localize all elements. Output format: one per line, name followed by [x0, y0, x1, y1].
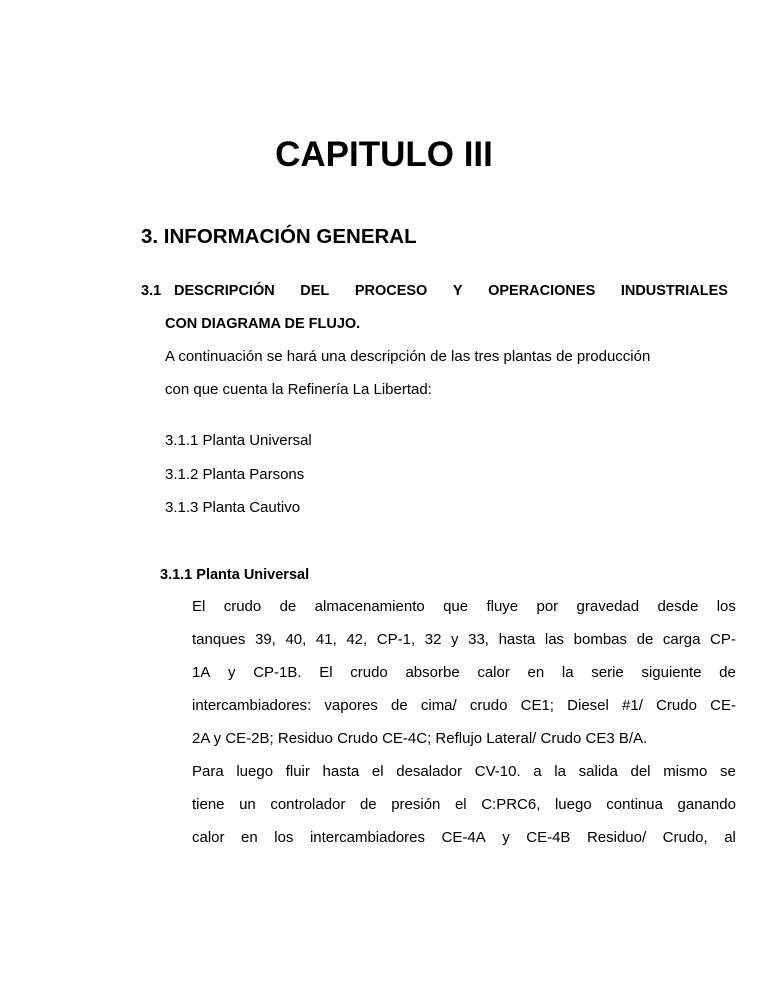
body-line [192, 697, 736, 714]
intro-paragraph-line: con que cuenta la Refinería La Libertad: [165, 381, 432, 398]
word: de [279, 598, 297, 615]
subsection-heading-line2: CON DIAGRAMA DE FLUJO. [165, 316, 361, 332]
body-line: 2A y CE-2B; Residuo Crudo CE-4C; Reflujo Lateral/ Crudo CE3 B/A. [192, 730, 648, 747]
chapter-title: CAPITULO III [275, 135, 493, 174]
body-line [192, 796, 736, 813]
word: 41, [315, 631, 337, 648]
body-line [192, 631, 736, 648]
word: el [454, 796, 467, 813]
word: CE1; [520, 697, 554, 714]
word: controlador [270, 796, 346, 813]
word: carga [662, 631, 701, 648]
word: en [241, 829, 258, 846]
plant-list-item: 3.1.2 Planta Parsons [165, 466, 305, 483]
word: DESCRIPCIÓN [174, 283, 275, 299]
word: 42, [346, 631, 368, 648]
word: y [228, 664, 236, 681]
word: de [636, 631, 654, 648]
word: un [239, 796, 256, 813]
body-line [192, 829, 736, 846]
word: la [561, 664, 574, 681]
word: CE- [710, 697, 736, 714]
word: y [451, 631, 459, 648]
word: tanques [192, 631, 246, 648]
word: #1/ [622, 697, 643, 714]
word: calor [477, 664, 510, 681]
word: absorbe [405, 664, 460, 681]
word: desde [657, 598, 699, 615]
word: continua [606, 796, 663, 813]
word: DEL [300, 283, 330, 299]
word: crudo [469, 697, 508, 714]
subsection-heading-line1 [141, 283, 728, 299]
word: El [319, 664, 333, 681]
word: vapores [324, 697, 378, 714]
word: mismo [663, 763, 708, 780]
word: intercambiadores: [192, 697, 312, 714]
plant-list-item: 3.1.1 Planta Universal [165, 432, 312, 449]
word: 39, [254, 631, 276, 648]
word: 1A [192, 664, 211, 681]
word: de [359, 796, 377, 813]
word: 33, [468, 631, 489, 648]
word: las [544, 631, 565, 648]
word: del [630, 763, 651, 780]
word: que [443, 598, 469, 615]
word: intercambiadores [309, 829, 425, 846]
intro-paragraph-line: A continuación se hará una descripción de las tres plantas de producción [165, 348, 651, 365]
word: PROCESO [354, 283, 428, 299]
word: Para [192, 763, 224, 780]
word: INDUSTRIALES [620, 283, 728, 299]
word: Y [452, 283, 463, 299]
word: de [390, 697, 408, 714]
subsubsection-heading: 3.1.1 Planta Universal [160, 567, 310, 583]
word: fluir [285, 763, 310, 780]
word: Crudo, [662, 829, 708, 846]
word: fluye [486, 598, 519, 615]
word: hasta [498, 631, 536, 648]
word: gravedad [576, 598, 640, 615]
section-heading: 3. INFORMACIÓN GENERAL [141, 225, 417, 248]
subsection-title-words [174, 283, 728, 299]
word: tiene [192, 796, 225, 813]
word: OPERACIONES [488, 283, 596, 299]
word: CP- [710, 631, 736, 648]
word: los [716, 598, 736, 615]
word: calor [192, 829, 225, 846]
word: en [527, 664, 545, 681]
word: CV-10. [474, 763, 521, 780]
word: crudo [350, 664, 388, 681]
word: El [192, 598, 206, 615]
word: cima/ [420, 697, 457, 714]
word: Diesel [567, 697, 609, 714]
word: 40, [285, 631, 307, 648]
word: bombas [573, 631, 628, 648]
word: CP-1B. [253, 664, 302, 681]
word: hasta [322, 763, 360, 780]
word: C:PRC6, [481, 796, 541, 813]
word: salida [578, 763, 618, 780]
body-line [192, 763, 736, 780]
plant-list-item: 3.1.3 Planta Cautivo [165, 499, 301, 516]
body-line [192, 664, 736, 681]
word: luego [554, 796, 592, 813]
word: crudo [223, 598, 262, 615]
word: ganando [677, 796, 736, 813]
word: almacenamiento [314, 598, 425, 615]
word: se [720, 763, 736, 780]
word: por [536, 598, 559, 615]
word: serie [591, 664, 624, 681]
word: desalador [396, 763, 463, 780]
word: a [533, 763, 542, 780]
word: de [719, 664, 736, 681]
subsection-number: 3.1 [141, 283, 162, 299]
body-line [192, 598, 736, 615]
word: los [274, 829, 294, 846]
word: luego [236, 763, 274, 780]
word: CE-4A [441, 829, 486, 846]
word: presión [391, 796, 441, 813]
word: 32 [424, 631, 442, 648]
word: y [502, 829, 510, 846]
word: el [371, 763, 384, 780]
word: siguiente [641, 664, 702, 681]
word: al [724, 829, 736, 846]
word: CP-1, [376, 631, 416, 648]
word: la [554, 763, 566, 780]
word: Residuo/ [586, 829, 647, 846]
word: CE-4B [526, 829, 571, 846]
word: Crudo [656, 697, 697, 714]
